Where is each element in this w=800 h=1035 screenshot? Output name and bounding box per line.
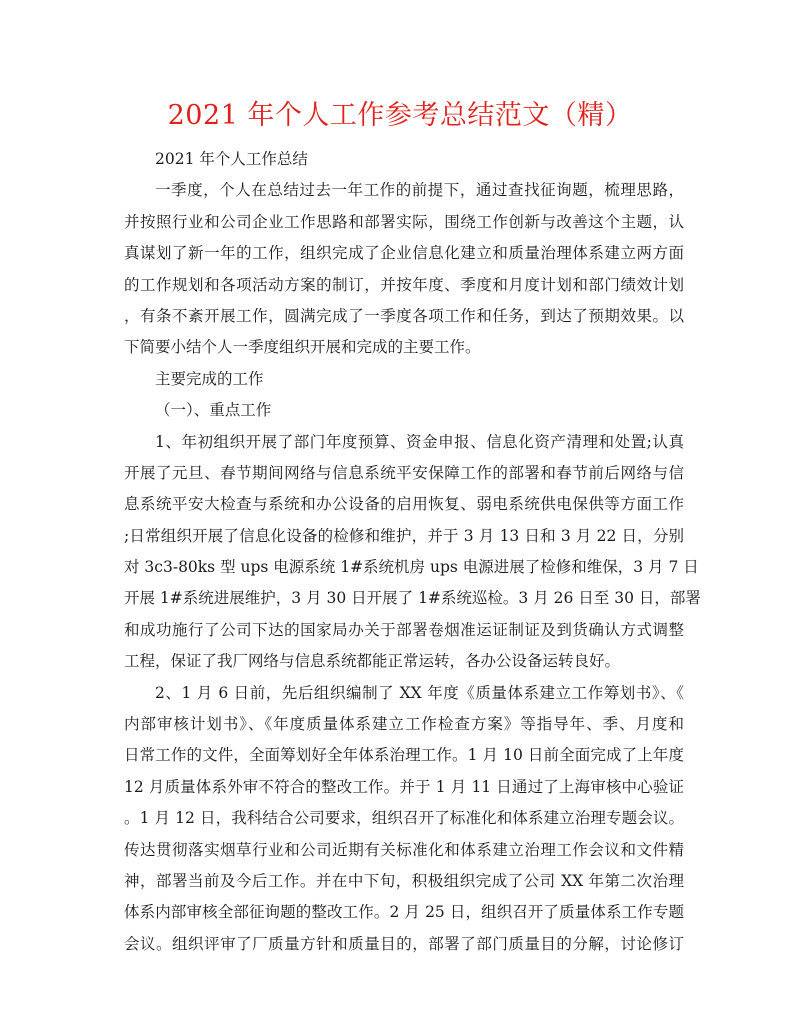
paragraph-line: 真谋划了新一年的工作，组织完成了企业信息化建立和质量治理体系建立两方面 bbox=[124, 244, 684, 263]
paragraph-line: 内部审核计划书》、《年度质量体系建立工作检查方案》等指导年、季、月度和 bbox=[124, 715, 684, 734]
paragraph-line: 会议。组织评审了厂质量方针和质量目的，部署了部门质量目的分解，讨论修订 bbox=[124, 934, 684, 953]
paragraph-line: 开展了元旦、春节期间网络与信息系统平安保障工作的部署和春节前后网络与信 bbox=[124, 463, 684, 482]
paragraph-line: 并按照行业和公司企业工作思路和部署实际，围绕工作创新与改善这个主题，认 bbox=[124, 212, 684, 231]
section-heading: 2021 年个人工作总结 bbox=[155, 150, 308, 168]
paragraph-line: 工程，保证了我厂网络与信息系统都能正常运转，各办公设备运转良好。 bbox=[124, 652, 621, 671]
paragraph-line: 神，部署当前及今后工作。并在中下旬，积极组织完成了公司 XX 年第二次治理 bbox=[124, 871, 684, 890]
paragraph-line: 日常工作的文件，全面筹划好全年体系治理工作。1 月 10 日前全面完成了上年度 bbox=[124, 746, 684, 765]
paragraph-line: 开展 1#系统进展维护，3 月 30 日开展了 1#系统巡检。3 月 26 日至 30 日，部署 bbox=[124, 589, 701, 608]
document-body bbox=[124, 144, 701, 960]
paragraph-line: 和成功施行了公司下达的国家局办关于部署卷烟准运证制证及到货确认方式调整 bbox=[124, 620, 684, 639]
paragraph-line: 12 月质量体系外审不符合的整改工作。并于 1 月 11 日通过了上海审核中心验证 bbox=[124, 777, 684, 796]
paragraph-line: 下简要小结个人一季度组织开展和完成的主要工作。 bbox=[124, 338, 481, 357]
paragraph-line: ，有条不紊开展工作，圆满完成了一季度各项工作和任务，到达了预期效果。以 bbox=[124, 306, 684, 325]
paragraph-line: 传达贯彻落实烟草行业和公司近期有关标准化和体系建立治理工作会议和文件精 bbox=[124, 840, 684, 859]
paragraph-line: 对 3c3-80ks 型 ups 电源系统 1#系统机房 ups 电源进展了检修和维保，3 月 7 日 bbox=[124, 558, 699, 577]
paragraph-line: 体系内部审核全部征询题的整改工作。2 月 25 日，组织召开了质量体系工作专题 bbox=[124, 903, 684, 922]
paragraph-line: 。1 月 12 日，我科结合公司要求，组织召开了标准化和体系建立治理专题会议。 bbox=[124, 809, 684, 828]
document-title: 2021 年个人工作参考总结范文（精） bbox=[167, 100, 633, 131]
paragraph-line: 1、年初组织开展了部门年度预算、资金申报、信息化资产清理和处置;认真 bbox=[155, 432, 684, 451]
section-heading: （一）、重点工作 bbox=[155, 401, 272, 420]
paragraph-line: ;日常组织开展了信息化设备的检修和维护，并于 3 月 13 日和 3 月 22 日，分别 bbox=[124, 526, 684, 545]
paragraph-line: 2、1 月 6 日前，先后组织编制了 XX 年度《质量体系建立工作筹划书》、《 bbox=[155, 683, 684, 702]
section-heading: 主要完成的工作 bbox=[155, 369, 264, 388]
paragraph-line: 一季度，个人在总结过去一年工作的前提下，通过查找征询题，梳理思路， bbox=[155, 181, 684, 200]
paragraph-line: 息系统平安大检查与系统和办公设备的启用恢复、弱电系统供电保供等方面工作 bbox=[124, 495, 684, 514]
paragraph-line: 的工作规划和各项活动方案的制订，并按年度、季度和月度计划和部门绩效计划 bbox=[124, 275, 684, 294]
